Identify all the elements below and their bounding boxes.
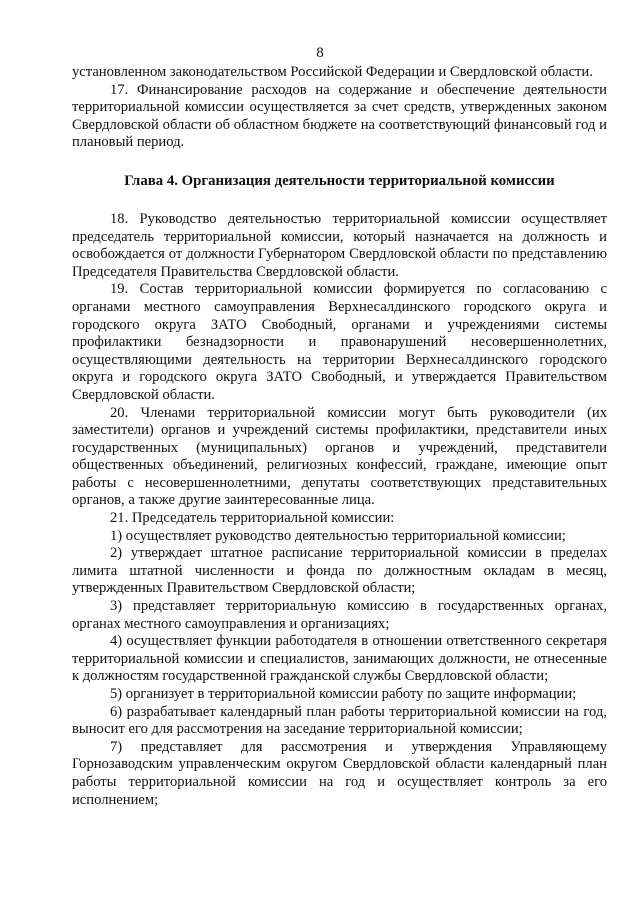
list-item-5: 5) организует в территориальной комиссии работу по защите информации; bbox=[110, 686, 577, 702]
paragraph-21: 21. Председатель территориальной комиссии: bbox=[110, 510, 395, 527]
list-item-6: 6) разрабатывает календарный план работы территориальной комиссии на год, выносит его для рассмотрения на заседание территориальной комиссии; bbox=[72, 703, 607, 738]
paragraph-18: 18. Руководство деятельностью территориальной комиссии осуществляет председатель территориальной комиссии, который назначается на должность и освобождается от должности Губернатором Свердловской области по представлению Председателя Правительства Свердловской области. bbox=[72, 210, 607, 280]
list-item-2: 2) утверждает штатное расписание территориальной комиссии в пределах лимита штатной численности и фонда по должностным окладам в месяц, утвержденных Правительством Свердловской области; bbox=[72, 545, 607, 597]
chapter-heading: Глава 4. Организация деятельности территориальной комиссии bbox=[124, 172, 555, 189]
list-item-7: 7) представляет для рассмотрения и утверждения Управляющему Горнозаводским управленческим округом Свердловской области календарный план работы территориальной комиссии на год и осуществляет контроль за его исполнением; bbox=[72, 738, 607, 808]
paragraph-continuation: установленном законодательством Российской Федерации и Свердловской области. bbox=[72, 64, 593, 80]
document-body bbox=[72, 64, 607, 809]
paragraph-20: 20. Членами территориальной комиссии могут быть руководители (их заместители) органов и учреждений системы профилактики, представители иных государственных (муниципальных) органов и учреждений, представители общественных объединений, религиозных конфессий, граждане, имеющие опыт работы с несовершеннолетними, депутаты соответствующих представительных органов, а также другие заинтересованные лица. bbox=[72, 404, 607, 509]
paragraph-19: 19. Состав территориальной комиссии формируется по согласованию с органами местного самоуправления Верхнесалдинского городского округа и городского округа ЗАТО Свободный, органами и учреждениями системы профилактики безнадзорности и правонарушений несовершеннолетних, осуществляющими деятельность на территории Верхнесалдинского городского округа и городского округа ЗАТО Свободный, и утверждается Правительством Свердловской области. bbox=[72, 281, 607, 403]
paragraph-17: 17. Финансирование расходов на содержание и обеспечение деятельности территориальной комиссии осуществляется за счет средств, утвержденных законом Свердловской области об областном бюджете на соответствующий финансовый год и плановый период. bbox=[72, 81, 607, 151]
page-number: 8 bbox=[316, 45, 324, 61]
list-item-3: 3) представляет территориальную комиссию в государственных органах, органах местного самоуправления и организациях; bbox=[72, 598, 607, 632]
list-item-1: 1) осуществляет руководство деятельностью территориальной комиссии; bbox=[110, 527, 566, 544]
list-item-4: 4) осуществляет функции работодателя в отношении ответственного секретаря территориальной комиссии и специалистов, занимающих должности, не отнесенные к должностям государственной гражданской службы Свердловской области; bbox=[72, 633, 607, 685]
